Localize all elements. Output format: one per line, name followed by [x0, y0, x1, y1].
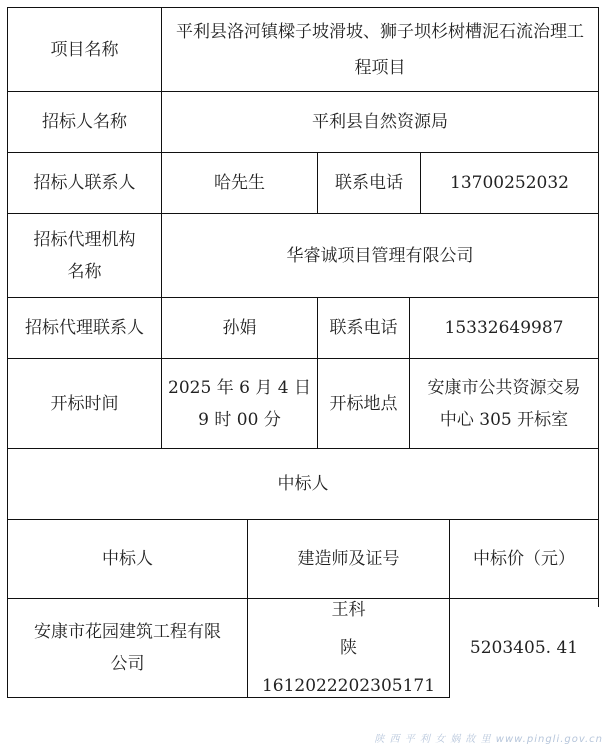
open-place-value	[410, 359, 598, 448]
site-watermark: 陕 西 平 利 女 娲 故 里 www.pingli.gov.cn	[374, 734, 603, 745]
price-column-header: 中标价（元）	[473, 549, 575, 569]
winner-company-line2: 公司	[110, 654, 145, 674]
agency-name-value: 华睿诚项目管理有限公司	[286, 245, 474, 266]
winner-section-title: 中标人	[277, 474, 329, 494]
tenderer-contact-value: 哈先生	[214, 173, 265, 193]
builder-name: 王科	[331, 600, 366, 620]
agency-name-label-line1: 招标代理机构	[33, 229, 136, 250]
agency-phone-value: 15332649987	[444, 318, 564, 338]
tenderer-label: 招标人名称	[42, 112, 127, 132]
winner-column-header: 中标人	[102, 549, 153, 569]
project-name-label: 项目名称	[50, 39, 119, 60]
tenderer-phone-value: 13700252032	[450, 173, 569, 193]
price-value: 5203405. 41	[469, 638, 579, 658]
agency-name-label	[8, 214, 161, 297]
tenderer-value: 平利县自然资源局	[312, 112, 448, 132]
builder-value	[248, 599, 449, 697]
open-place-line1: 安康市公共资源交易	[427, 377, 581, 398]
tenderer-contact-label: 招标人联系人	[33, 173, 136, 193]
agency-name-label-line2: 名称	[67, 261, 102, 282]
winner-company-value	[8, 599, 247, 697]
builder-column-header: 建造师及证号	[297, 549, 400, 569]
table-border-right	[598, 7, 599, 607]
agency-phone-label: 联系电话	[329, 318, 398, 338]
open-time-hour: 9 时 00 分	[198, 409, 281, 430]
builder-cert-number: 陕 1612022202305171	[261, 638, 436, 696]
winner-company-line1: 安康市花园建筑工程有限	[34, 622, 221, 642]
agency-contact-value: 孙娟	[222, 318, 257, 338]
project-name-value: 平利县洛河镇樑子坡滑坡、狮子坝杉树槽泥石流治理工程项目	[176, 21, 584, 78]
agency-contact-label: 招标代理联系人	[25, 318, 144, 338]
open-time-value	[162, 359, 317, 448]
open-time-label: 开标时间	[50, 393, 119, 414]
open-place-label: 开标地点	[329, 393, 398, 414]
open-place-line2: 中心 305 开标室	[439, 409, 569, 430]
tenderer-phone-label: 联系电话	[335, 173, 403, 193]
open-time-date: 2025 年 6 月 4 日	[168, 377, 311, 398]
